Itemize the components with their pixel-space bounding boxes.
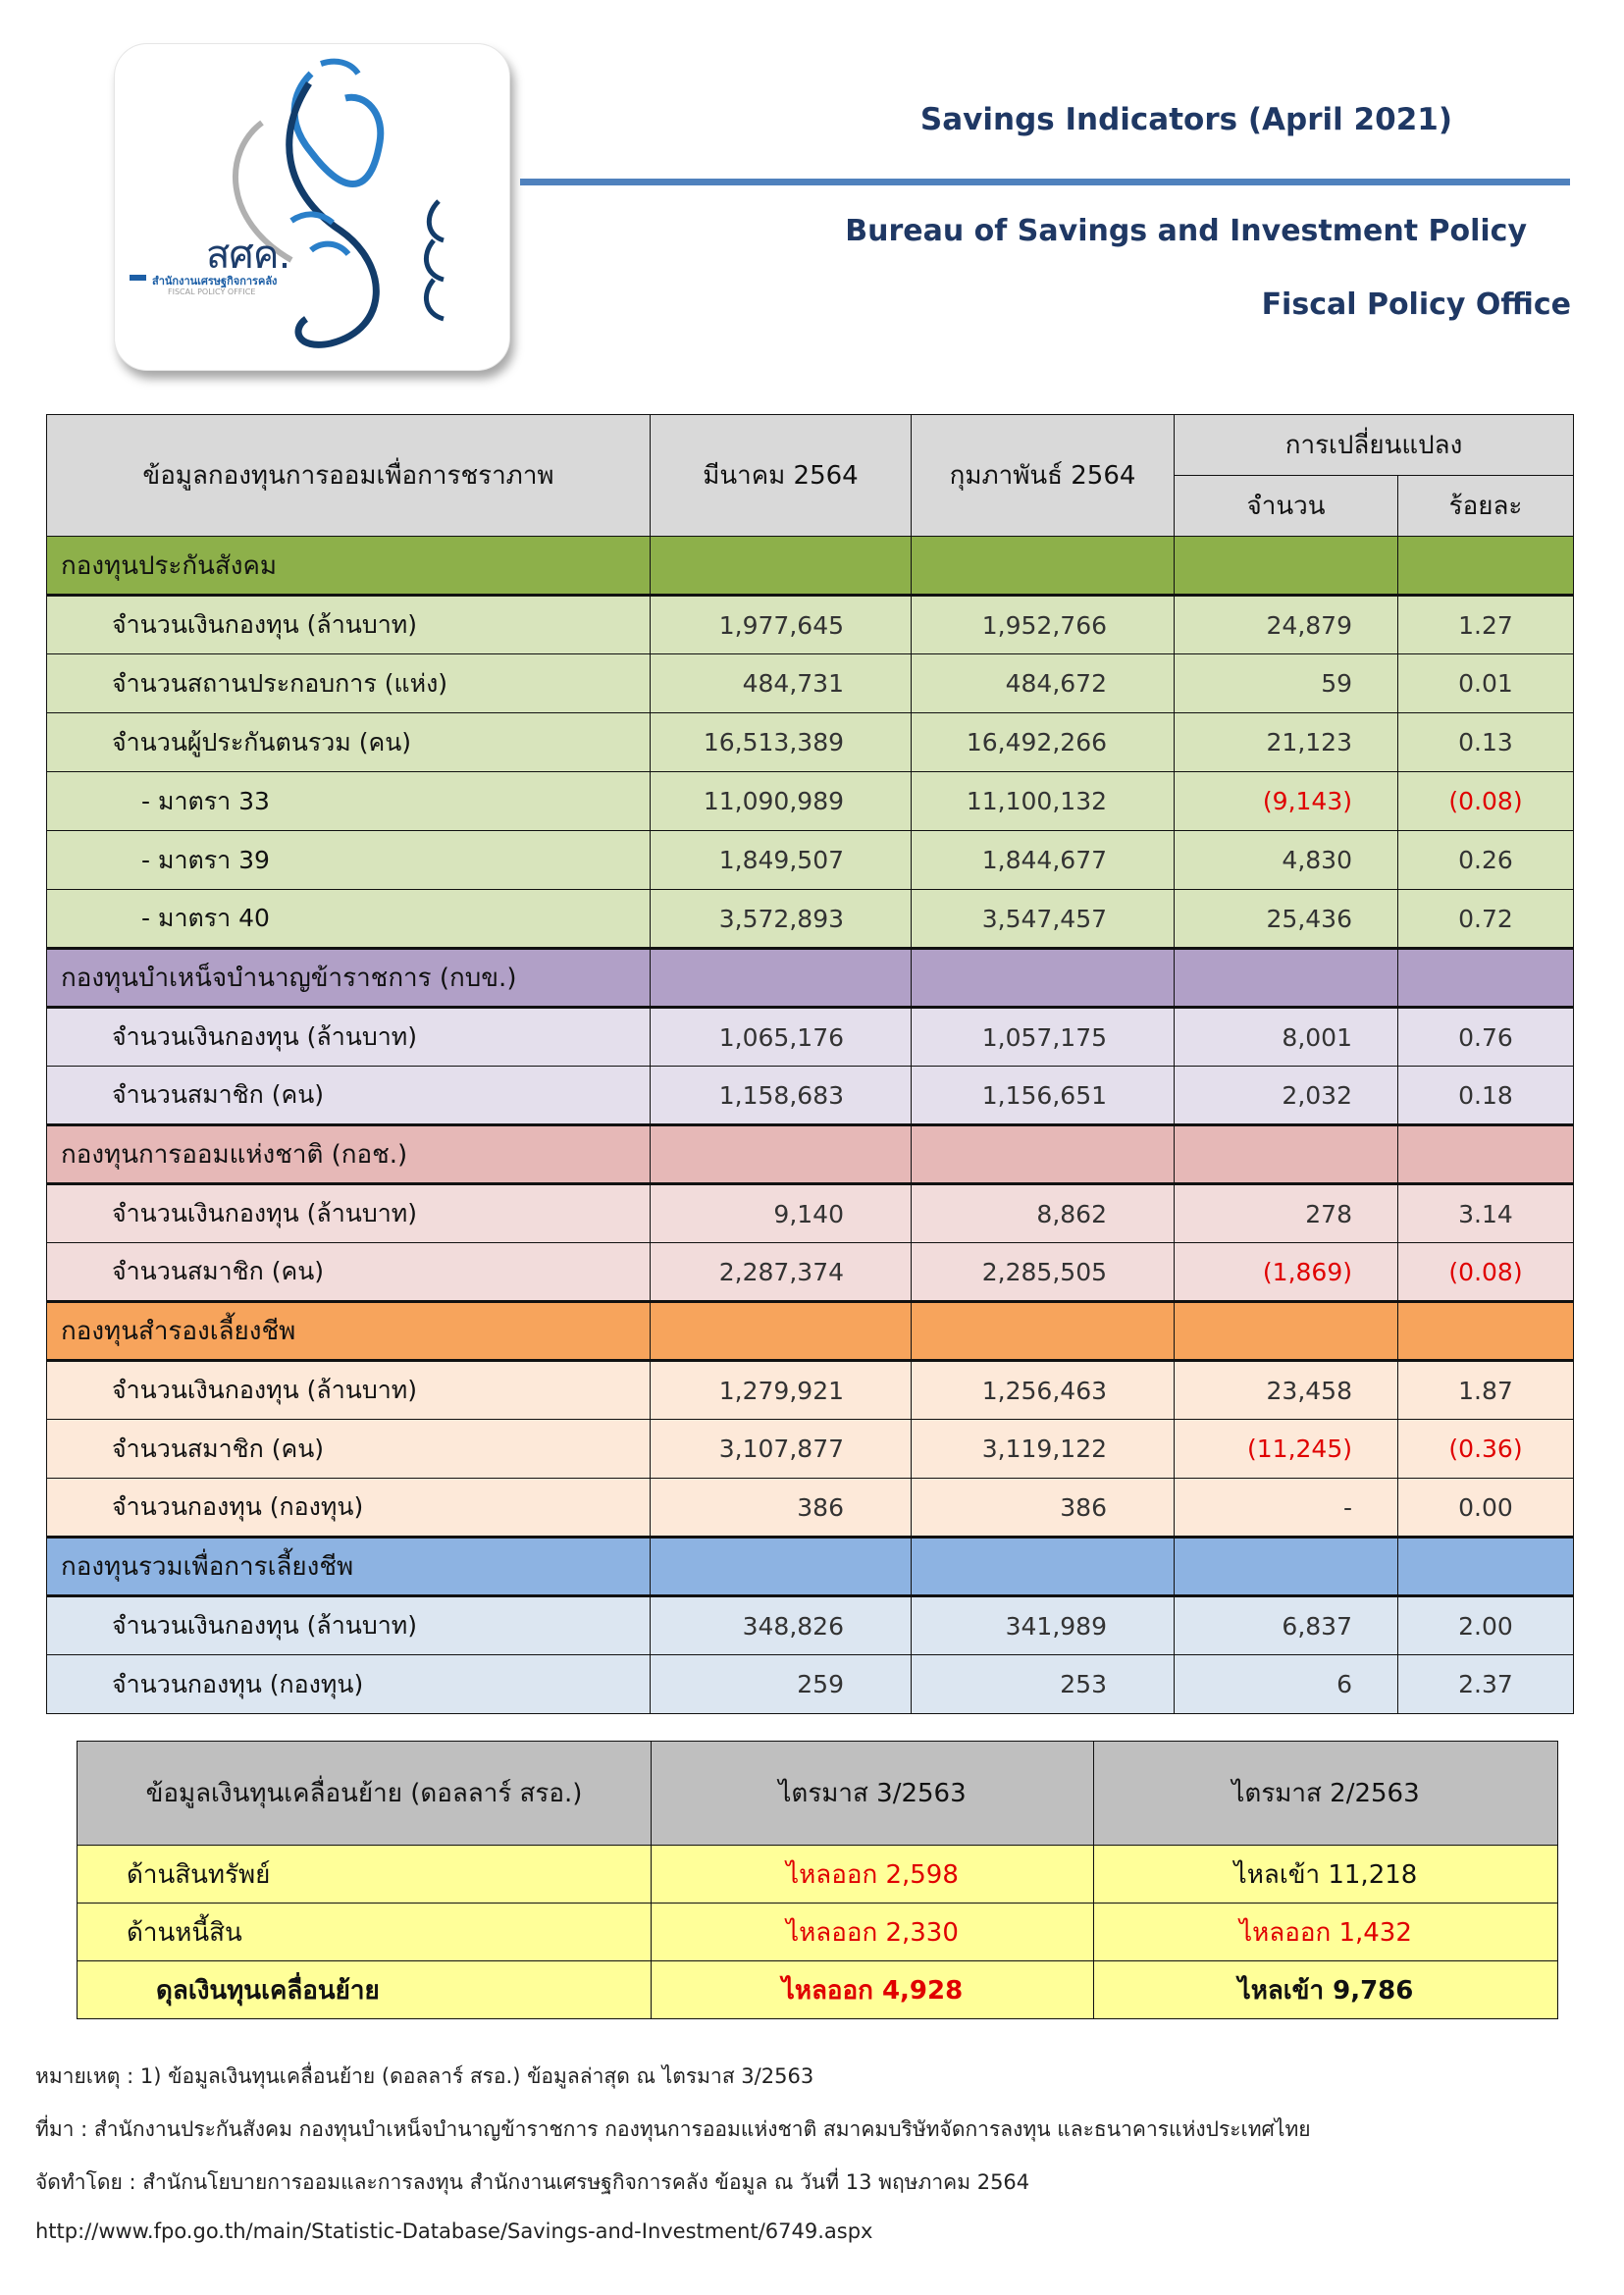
table-row (47, 1067, 1574, 1125)
row-label: จำนวนเงินกองทุน (ล้านบาท) (47, 1008, 651, 1067)
value-current: 1,849,507 (651, 831, 912, 890)
value-current: 348,826 (651, 1596, 912, 1655)
value-change: 59 (1175, 654, 1398, 713)
row-label: จำนวนกองทุน (กองทุน) (47, 1479, 651, 1538)
row-label: - มาตรา 39 (47, 831, 651, 890)
value-change: 6,837 (1175, 1596, 1398, 1655)
section-name: กองทุนรวมเพื่อการเลี้ยงชีพ (47, 1538, 651, 1596)
value-percent: 3.14 (1398, 1184, 1574, 1243)
value-previous: 253 (912, 1655, 1175, 1714)
flow-value-q3: ไหลออก 2,330 (652, 1904, 1094, 1961)
section-name: กองทุนสำรองเลี้ยงชีพ (47, 1302, 651, 1361)
value-change: (9,143) (1175, 772, 1398, 831)
table-row (47, 1420, 1574, 1479)
value-previous: 1,156,651 (912, 1067, 1175, 1125)
section-empty-cell (1175, 1538, 1398, 1596)
value-current: 386 (651, 1479, 912, 1538)
value-previous: 2,285,505 (912, 1243, 1175, 1302)
row-label: จำนวนสมาชิก (คน) (47, 1067, 651, 1125)
table-row (47, 1184, 1574, 1243)
column-header-current: มีนาคม 2564 (651, 415, 912, 537)
value-previous: 1,256,463 (912, 1361, 1175, 1420)
section-empty-cell (651, 1302, 912, 1361)
logo-abbreviation: สศค. (206, 233, 290, 278)
flow-value-q3: ไหลออก 4,928 (652, 1961, 1094, 2019)
value-change: 278 (1175, 1184, 1398, 1243)
value-percent: 2.37 (1398, 1655, 1574, 1714)
value-current: 11,090,989 (651, 772, 912, 831)
row-label: จำนวนเงินกองทุน (ล้านบาท) (47, 1596, 651, 1655)
logo-org-thai: สำนักงานเศรษฐกิจการคลัง (152, 275, 278, 287)
value-percent: 2.00 (1398, 1596, 1574, 1655)
value-change: 6 (1175, 1655, 1398, 1714)
value-previous: 16,492,266 (912, 713, 1175, 772)
value-previous: 1,952,766 (912, 596, 1175, 654)
flow-value-q2: ไหลออก 1,432 (1094, 1904, 1558, 1961)
value-percent: (0.08) (1398, 772, 1574, 831)
section-empty-cell (912, 949, 1175, 1008)
table-row (47, 1479, 1574, 1538)
value-current: 259 (651, 1655, 912, 1714)
section-header-row (47, 1125, 1574, 1184)
section-empty-cell (1398, 1538, 1574, 1596)
table-row (47, 713, 1574, 772)
value-change: 23,458 (1175, 1361, 1398, 1420)
table-row (47, 596, 1574, 654)
flow-value-q3: ไหลออก 2,598 (652, 1846, 1094, 1904)
section-empty-cell (1175, 949, 1398, 1008)
flow-row (78, 1846, 1558, 1904)
row-label: จำนวนผู้ประกันตนรวม (คน) (47, 713, 651, 772)
row-label: - มาตรา 40 (47, 890, 651, 949)
value-percent: (0.08) (1398, 1243, 1574, 1302)
value-percent: 0.72 (1398, 890, 1574, 949)
flow-row-label: ดุลเงินทุนเคลื่อนย้าย (78, 1961, 652, 2019)
value-previous: 484,672 (912, 654, 1175, 713)
logo-org-english: FISCAL POLICY OFFICE (168, 287, 256, 296)
flow-value-q2: ไหลเข้า 11,218 (1094, 1846, 1558, 1904)
value-change: 8,001 (1175, 1008, 1398, 1067)
flow-value-q2: ไหลเข้า 9,786 (1094, 1961, 1558, 2019)
value-current: 3,572,893 (651, 890, 912, 949)
table-row (47, 1243, 1574, 1302)
flow-row-label: ด้านสินทรัพย์ (78, 1846, 652, 1904)
value-previous: 3,119,122 (912, 1420, 1175, 1479)
section-empty-cell (912, 1538, 1175, 1596)
bureau-name: Bureau of Savings and Investment Policy (845, 214, 1527, 248)
section-empty-cell (1398, 537, 1574, 596)
value-percent: 0.26 (1398, 831, 1574, 890)
flow-header-label: ข้อมูลเงินทุนเคลื่อนย้าย (ดอลลาร์ สรอ.) (78, 1742, 652, 1846)
flow-row (78, 1961, 1558, 2019)
value-current: 1,977,645 (651, 596, 912, 654)
value-current: 1,158,683 (651, 1067, 912, 1125)
value-previous: 3,547,457 (912, 890, 1175, 949)
row-label: จำนวนเงินกองทุน (ล้านบาท) (47, 596, 651, 654)
table-row (47, 1361, 1574, 1420)
value-previous: 386 (912, 1479, 1175, 1538)
column-header-change-amount: จำนวน (1175, 476, 1398, 537)
flow-row-label: ด้านหนี้สิน (78, 1904, 652, 1961)
value-percent: 1.27 (1398, 596, 1574, 654)
value-change: 2,032 (1175, 1067, 1398, 1125)
table-row (47, 772, 1574, 831)
section-empty-cell (1175, 537, 1398, 596)
section-empty-cell (651, 1125, 912, 1184)
flow-row (78, 1904, 1558, 1961)
value-previous: 8,862 (912, 1184, 1175, 1243)
value-change: 24,879 (1175, 596, 1398, 654)
section-empty-cell (651, 1538, 912, 1596)
note-remark: หมายเหตุ : 1) ข้อมูลเงินทุนเคลื่อนย้าย (ดอลลาร์ สรอ.) ข้อมูลล่าสุด ณ ไตรมาส 3/2563 (35, 2064, 814, 2088)
table-row (47, 1655, 1574, 1714)
column-header-previous: กุมภาพันธ์ 2564 (912, 415, 1175, 537)
column-header-change: การเปลี่ยนแปลง (1175, 415, 1574, 476)
value-current: 2,287,374 (651, 1243, 912, 1302)
value-percent: 0.76 (1398, 1008, 1574, 1067)
table-row (47, 1008, 1574, 1067)
section-empty-cell (651, 949, 912, 1008)
row-label: จำนวนสมาชิก (คน) (47, 1243, 651, 1302)
phoenix-logo-icon (115, 44, 509, 370)
row-label: จำนวนสถานประกอบการ (แห่ง) (47, 654, 651, 713)
table-row (47, 831, 1574, 890)
capital-flow-table (77, 1741, 1558, 2019)
table-row (47, 1596, 1574, 1655)
section-header-row (47, 1302, 1574, 1361)
section-empty-cell (912, 1125, 1175, 1184)
section-empty-cell (1398, 949, 1574, 1008)
flow-header-q3: ไตรมาส 3/2563 (652, 1742, 1094, 1846)
row-label: จำนวนเงินกองทุน (ล้านบาท) (47, 1184, 651, 1243)
value-previous: 1,844,677 (912, 831, 1175, 890)
row-label: จำนวนเงินกองทุน (ล้านบาท) (47, 1361, 651, 1420)
value-current: 16,513,389 (651, 713, 912, 772)
header-divider (520, 179, 1570, 185)
row-label: - มาตรา 33 (47, 772, 651, 831)
value-change: (11,245) (1175, 1420, 1398, 1479)
value-percent: 0.01 (1398, 654, 1574, 713)
value-change: 4,830 (1175, 831, 1398, 890)
row-label: จำนวนกองทุน (กองทุน) (47, 1655, 651, 1714)
note-prepared-by: จัดทำโดย : สำนักนโยบายการออมและการลงทุน สำนักงานเศรษฐกิจการคลัง ข้อมูล ณ วันที่ 13 พฤษภาคม 2564 (35, 2170, 1030, 2194)
section-empty-cell (912, 1302, 1175, 1361)
value-percent: (0.36) (1398, 1420, 1574, 1479)
row-label: จำนวนสมาชิก (คน) (47, 1420, 651, 1479)
office-name: Fiscal Policy Office (1261, 287, 1571, 322)
section-empty-cell (912, 537, 1175, 596)
table-row (47, 654, 1574, 713)
value-current: 484,731 (651, 654, 912, 713)
value-percent: 0.13 (1398, 713, 1574, 772)
section-empty-cell (1398, 1302, 1574, 1361)
section-empty-cell (651, 537, 912, 596)
value-current: 1,279,921 (651, 1361, 912, 1420)
value-current: 3,107,877 (651, 1420, 912, 1479)
section-header-row (47, 949, 1574, 1008)
section-name: กองทุนการออมแห่งชาติ (กอช.) (47, 1125, 651, 1184)
flow-header-q2: ไตรมาส 2/2563 (1094, 1742, 1558, 1846)
table-row (47, 890, 1574, 949)
value-current: 9,140 (651, 1184, 912, 1243)
value-previous: 341,989 (912, 1596, 1175, 1655)
value-change: 25,436 (1175, 890, 1398, 949)
fpo-logo (114, 43, 510, 371)
note-source: ที่มา : สำนักงานประกันสังคม กองทุนบำเหน็จบำนาญข้าราชการ กองทุนการออมแห่งชาติ สมาคมบริษัทจัดการลงทุน และธนาคารแห่งประเทศไทย (35, 2117, 1311, 2141)
section-empty-cell (1175, 1302, 1398, 1361)
value-percent: 0.18 (1398, 1067, 1574, 1125)
value-percent: 1.87 (1398, 1361, 1574, 1420)
column-header-label: ข้อมูลกองทุนการออมเพื่อการชราภาพ (47, 415, 651, 537)
report-title: Savings Indicators (April 2021) (919, 102, 1452, 137)
column-header-change-percent: ร้อยละ (1398, 476, 1574, 537)
section-name: กองทุนบำเหน็จบำนาญข้าราชการ (กบข.) (47, 949, 651, 1008)
value-percent: 0.00 (1398, 1479, 1574, 1538)
value-change: 21,123 (1175, 713, 1398, 772)
section-header-row (47, 1538, 1574, 1596)
value-current: 1,065,176 (651, 1008, 912, 1067)
section-name: กองทุนประกันสังคม (47, 537, 651, 596)
savings-funds-table (46, 414, 1574, 1714)
section-empty-cell (1398, 1125, 1574, 1184)
note-url[interactable]: http://www.fpo.go.th/main/Statistic-Database/Savings-and-Investment/6749.aspx (35, 2219, 873, 2243)
section-empty-cell (1175, 1125, 1398, 1184)
section-header-row (47, 537, 1574, 596)
value-previous: 11,100,132 (912, 772, 1175, 831)
value-change: (1,869) (1175, 1243, 1398, 1302)
value-previous: 1,057,175 (912, 1008, 1175, 1067)
value-change: - (1175, 1479, 1398, 1538)
